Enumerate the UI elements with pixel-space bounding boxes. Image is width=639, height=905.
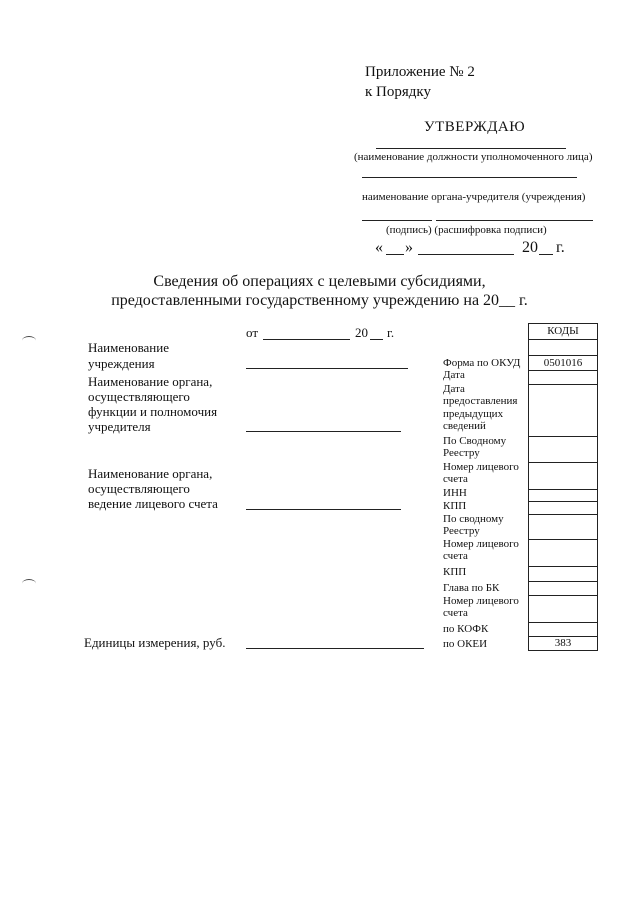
approval-title: УТВЕРЖДАЮ — [424, 119, 526, 135]
founder-label-3: функции и полномочия — [88, 404, 218, 419]
date-year: 20 — [522, 239, 538, 256]
institution-label-1: Наименование — [88, 340, 169, 355]
code-date — [529, 371, 597, 385]
founder-caption: наименование органа-учредителя (учреждения) — [362, 191, 586, 203]
founder-field-line — [246, 431, 401, 432]
label-prev-date-4: сведений — [443, 420, 486, 432]
appendix-line-2: к Порядку — [365, 84, 431, 100]
date-year-suffix: г. — [556, 239, 565, 256]
heading-line-2: предоставленными государственному учреждению на 20__ г. — [111, 292, 528, 309]
code-okei: 383 — [529, 637, 597, 651]
heading-line-1: Сведения об операциях с целевыми субсидиями, — [153, 273, 486, 290]
code-account2 — [529, 540, 597, 567]
code-account — [529, 463, 597, 490]
code-kpp2 — [529, 567, 597, 582]
date-year-line — [539, 254, 553, 255]
codes-table — [528, 323, 598, 651]
account-org-label-3: ведение лицевого счета — [88, 496, 218, 511]
date-from-line — [263, 339, 350, 340]
label-inn: ИНН — [443, 487, 467, 499]
units-line — [246, 648, 424, 649]
label-prev-date-1: Дата — [443, 383, 465, 395]
scan-mark-top — [22, 336, 36, 345]
date-from-suffix: г. — [387, 325, 395, 340]
institution-line — [246, 368, 408, 369]
code-okud: 0501016 — [529, 356, 597, 371]
label-registry-1: По Сводному — [443, 435, 507, 447]
label-prev-date-3: предыдущих — [443, 408, 504, 420]
label-kofk: по КОФК — [443, 623, 489, 635]
founder-line — [362, 177, 577, 178]
date-close-quote: » — [405, 239, 413, 256]
scan-mark-bottom — [22, 579, 36, 588]
date-from-year: 20 — [355, 325, 368, 340]
label-account-1: Номер лицевого — [443, 461, 519, 473]
account-org-label-2: осуществляющего — [88, 481, 190, 496]
label-kpp2: КПП — [443, 566, 467, 578]
position-caption: (наименование должности уполномоченного лица) — [354, 151, 593, 163]
institution-label-2: учреждения — [88, 356, 155, 371]
code-prev-date — [529, 385, 597, 437]
code-bk-head — [529, 582, 597, 596]
label-registry2-1: По сводному — [443, 513, 504, 525]
codes-blank-cell — [529, 340, 597, 356]
label-bk-head: Глава по БК — [443, 582, 500, 594]
code-kpp — [529, 502, 597, 515]
code-registry — [529, 437, 597, 463]
units-label: Единицы измерения, руб. — [84, 635, 226, 650]
label-registry2-2: Реестру — [443, 525, 480, 537]
code-inn — [529, 490, 597, 502]
account-org-label-1: Наименование органа, — [88, 466, 213, 481]
appendix-line-1: Приложение № 2 — [365, 64, 475, 80]
founder-label-2: осуществляющего — [88, 389, 190, 404]
label-okei: по ОКЕИ — [443, 638, 488, 650]
date-day-line — [386, 254, 404, 255]
label-account2-1: Номер лицевого — [443, 538, 519, 550]
codes-header: КОДЫ — [529, 324, 597, 340]
code-kofk — [529, 623, 597, 637]
label-account2-2: счета — [443, 550, 468, 562]
founder-label-1: Наименование органа, — [88, 374, 213, 389]
label-account3-1: Номер лицевого — [443, 595, 519, 607]
date-month-line — [418, 254, 514, 255]
label-kpp: КПП — [443, 500, 467, 512]
code-account3 — [529, 596, 597, 623]
signature-decoding-line — [436, 220, 593, 221]
date-from-label: от — [246, 325, 259, 340]
signature-line — [362, 220, 432, 221]
label-account3-2: счета — [443, 607, 468, 619]
date-from-year-line — [370, 339, 383, 340]
label-prev-date-2: предоставления — [443, 395, 518, 407]
label-date: Дата — [443, 369, 465, 381]
account-org-line — [246, 509, 401, 510]
founder-label-4: учредителя — [88, 419, 151, 434]
position-line — [376, 148, 566, 149]
code-registry2 — [529, 515, 597, 540]
label-account-2: счета — [443, 473, 468, 485]
label-okud: Форма по ОКУД — [443, 357, 521, 369]
label-registry-2: Реестру — [443, 447, 480, 459]
date-open-quote: « — [375, 239, 383, 256]
signature-caption: (подпись) (расшифровка подписи) — [386, 224, 547, 236]
